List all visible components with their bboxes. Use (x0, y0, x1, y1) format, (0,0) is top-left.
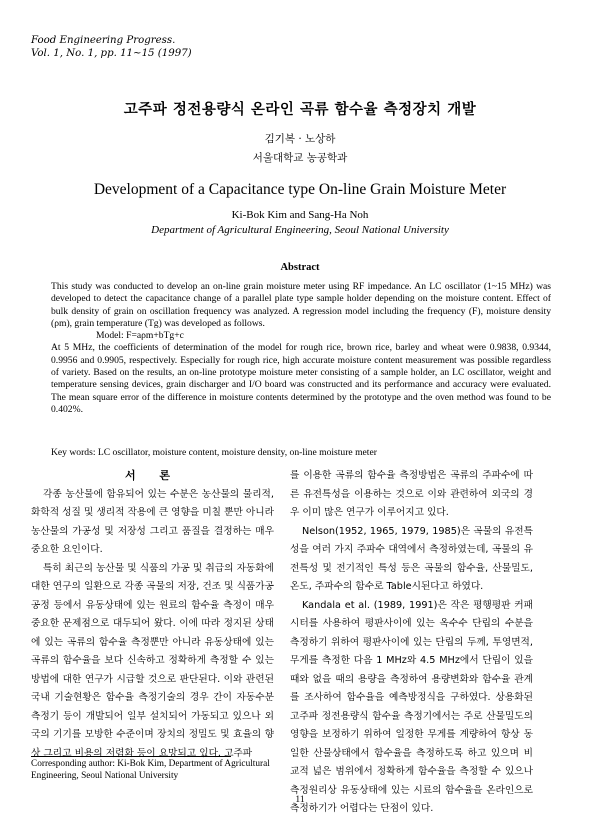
body-paragraph: 각종 농산물에 함유되어 있는 수분은 농산물의 물리적, 화학적 성질 및 생리적 작용에 큰 영향을 미칠 뿐만 아니라 농산물의 가공성 및 저장성 그리고 품질을 결정하는 매우 중요한 요인이다. (31, 488, 274, 555)
journal-header (31, 34, 192, 60)
authors-english: Ki-Bok Kim and Sang-Ha Noh (231, 209, 369, 221)
keywords: Key words: LC oscillator, moisture content, moisture density, on-line moisture meter (51, 447, 377, 458)
body-paragraph: Nelson(1952, 1965, 1979, 1985)은 곡물의 유전특성을 여러 가지 주파수 대역에서 측정하였는데, 곡물의 유전특성 및 전기적인 특성 등은 곡물의 함수율, 산물밀도, 온도, 주파수의 함수로 Table시된다고 하였다. (290, 525, 533, 592)
affiliation-korean: 서울대학교 농공학과 (252, 152, 348, 164)
abstract-heading: Abstract (280, 262, 320, 273)
affiliation-english: Department of Agricultural Engineering, Seoul National University (151, 224, 449, 236)
abstract-paragraph: This study was conducted to develop an on-line grain moisture meter using RF impedance. An LC oscillator (1~15 MHz) was developed to detect the capacitance change of a parallel plate type sample holder depending on the moisture content. Effect of bulk density of grain on oscillation frequency was analyzed. A regression model including the frequency (F), moisture density (ρm), grain temperature (Tg) was developed as follows. (51, 281, 551, 329)
regression-model: Model: F=aρm+bTg+c (96, 330, 184, 342)
authors-korean: 김기복 · 노상하 (264, 133, 336, 145)
footnote: Corresponding author: Ki-Bok Kim, Department of Agricultural Engineering, Seoul National University (31, 759, 270, 781)
body-column-right (290, 467, 533, 819)
footnote-divider (31, 756, 231, 757)
section-heading: 서 론 (124, 469, 181, 482)
title-english: Development of a Capacitance type On-line Grain Moisture Meter (93, 181, 507, 198)
body-paragraph: 를 이용한 곡류의 함수율 측정방법은 곡류의 주파수에 따른 유전특성을 이용하는 것으로 이와 관련하여 외국의 경우 이미 많은 연구가 이루어지고 있다. (290, 470, 533, 518)
page-number: 11 (295, 795, 305, 805)
body-paragraph: Kandala et al. (1989, 1991)은 작은 평행평판 커패시터를 사용하여 평판사이에 있는 옥수수 단립의 수분을 측정하기 위하여 평판사이에 있는 단립의 두께, 투영면적, 무게를 측정한 다음 1 MHz와 4.5 MHz에서 단립이 있을 때와 없을 때의 용량을 측정하여 용량변화와 함수율 관계를 조사하여 함수율을 예측방정식을 구하였다. 상용화된 고주파 정전용량식 함수율 측정기에서는 주로 산물밀도의 영향을 보정하기 위하여 일정한 무게를 계량하여 항상 동일한 산물상태에서 함수율을 측정하도록 하고 있으며 비교적 넓은 범위에서 정확하게 함수율을 측정할 수 있으나 측정원리상 유동상태에 있는 시료의 함수율을 온라인으로 측정하기가 어렵다는 단점이 있다. (290, 599, 533, 814)
title-korean: 고주파 정전용량식 온라인 곡류 함수율 측정장치 개발 (123, 102, 477, 118)
journal-name: Food Engineering Progress. (31, 35, 176, 46)
journal-volume: Vol. 1, No. 1, pp. 11~15 (1997) (31, 48, 192, 59)
abstract-paragraph: At 5 MHz, the coefficients of determination of the model for rough rice, brown rice, barley and wheat were 0.9838, 0.9344, 0.9956 and 0.9905, respectively. Especially for rough rice, high accurate moisture content measurement was possible regardless of variety. Based on the results, an on-line prototype moisture meter consisting of a sample holder, an LC oscillator, weight and temperature sensing devices, grain discharger and I/O board was constructed and its performance and accuracy were evaluated. The mean square error of the difference in moisture contents determined by the prototype and the oven method was found to be 0.402%. (51, 342, 551, 415)
body-paragraph: 특히 최근의 농산물 및 식품의 가공 및 취급의 자동화에 대한 연구의 일환으로 각종 곡물의 저장, 건조 및 식품가공공정 등에서 유동상태에 있는 원료의 함수율 측정이 매우 중요한 문제점으로 대두되어 왔다. 이에 따라 정지된 상태에 있는 곡류의 함수율 측정뿐만 아니라 유동상태에 있는 곡류의 함수율을 보다 신속하고 정확하게 측정할 수 있는 방법에 대한 연구가 시급할 것으로 판단된다. 이와 관련된 국내 기술현황은 함수율 측정기술의 경우 간이 자동수분측정기 등이 개발되어 일부 설치되어 가동되고 있으나 외국의 기기를 모방한 수준이며 장치의 정밀도 및 효율의 향상 그리고 비용의 저렴화 등이 요망되고 있다. 고주파 (31, 562, 274, 759)
body-column-left (31, 467, 274, 763)
abstract-body (51, 281, 551, 416)
